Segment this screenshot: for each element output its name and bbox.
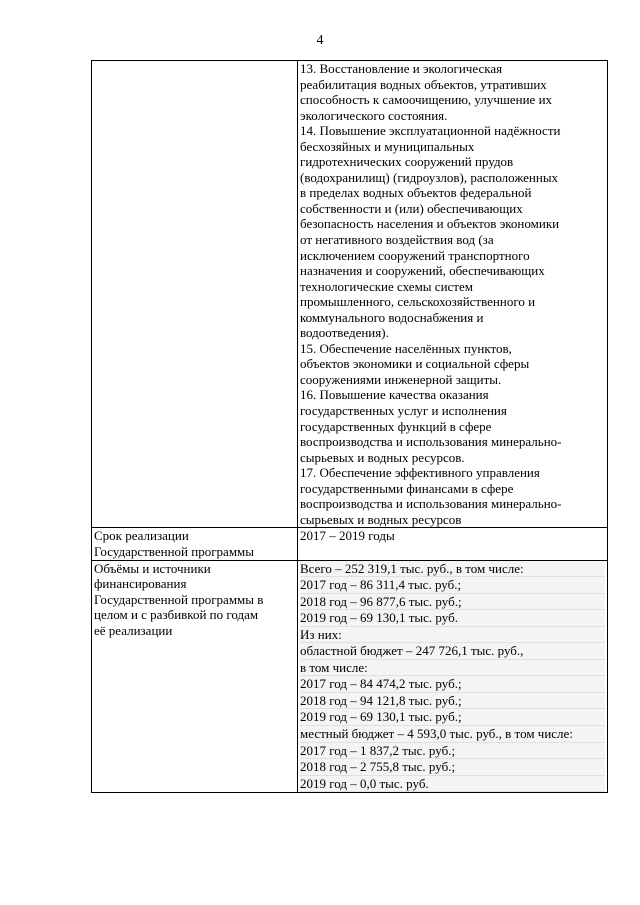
- cell-text-line: Государственной программы: [94, 543, 255, 559]
- cell-text-line: областной бюджет – 247 726,1 тыс. руб.,: [300, 643, 605, 660]
- cell-text-line: объектов экономики и социальной сферы: [300, 356, 530, 372]
- cell-text-line: государственных функций в сфере: [300, 418, 492, 434]
- cell-text-line: Государственной программы в: [94, 591, 264, 607]
- row-value-cell: [298, 528, 608, 560]
- cell-text-line: 17. Обеспечение эффективного управления: [300, 465, 540, 481]
- row-label-cell: [92, 61, 298, 528]
- cell-text-line: 2017 год – 84 474,2 тыс. руб.;: [300, 676, 605, 693]
- cell-text-line: 2017 год – 86 311,4 тыс. руб.;: [300, 577, 605, 594]
- cell-text-line: способность к самоочищению, улучшение их: [300, 92, 553, 108]
- cell-text-line: Срок реализации: [94, 528, 189, 544]
- table-row-objectives: [92, 61, 608, 528]
- cell-text-line: 13. Восстановление и экологическая: [300, 61, 503, 76]
- cell-text-line: 16. Повышение качества оказания: [300, 387, 489, 403]
- cell-text-line: в том числе:: [300, 660, 605, 677]
- cell-text-line: государственными финансами в сфере: [300, 480, 514, 496]
- cell-text-line: 2019 год – 69 130,1 тыс. руб.: [300, 610, 605, 627]
- cell-text-line: от негативного воздействия вод (за: [300, 232, 494, 248]
- row-value-cell: [298, 61, 608, 528]
- page-number: 4: [316, 33, 324, 48]
- cell-text-line: (водохранилищ) (гидроузлов), расположенных: [300, 169, 559, 185]
- table-row-term: [92, 528, 608, 560]
- cell-text-line: воспроизводства и использования минерально-: [300, 434, 562, 450]
- row-label-cell: [92, 560, 298, 793]
- cell-text-line: экологического состояния.: [300, 107, 448, 123]
- cell-text-line: сооружениями инженерной защиты.: [300, 371, 502, 387]
- cell-text-line: 2018 год – 2 755,8 тыс. руб.;: [300, 759, 605, 776]
- cell-text-line: Из них:: [300, 627, 605, 644]
- cell-text-line: технологические схемы систем: [300, 278, 473, 294]
- cell-text-line: реабилитация водных объектов, утративших: [300, 76, 547, 92]
- cell-text-line: Всего – 252 319,1 тыс. руб., в том числе:: [300, 561, 605, 578]
- table-row-funding: [92, 560, 608, 793]
- cell-text-line: бесхозяйных и муниципальных: [300, 138, 475, 154]
- cell-text-line: местный бюджет – 4 593,0 тыс. руб., в том числе:: [300, 726, 605, 743]
- cell-text-line: сырьевых и водных ресурсов: [300, 511, 462, 527]
- cell-text-line: назначения и сооружений, обеспечивающих: [300, 263, 545, 279]
- cell-text-line: исключением сооружений транспортного: [300, 247, 530, 263]
- cell-text-line: целом и с разбивкой по годам: [94, 607, 259, 623]
- cell-text-line: финансирования: [94, 576, 187, 592]
- cell-text-line: 2017 – 2019 годы: [300, 528, 395, 544]
- cell-text-line: водоотведения).: [300, 325, 389, 341]
- cell-text-line: в пределах водных объектов федеральной: [300, 185, 532, 201]
- cell-text-line: сырьевых и водных ресурсов.: [300, 449, 465, 465]
- row-value-cell: [298, 560, 608, 793]
- cell-text-line: 14. Повышение эксплуатационной надёжности: [300, 123, 561, 139]
- cell-text-line: безопасность населения и объектов экономики: [300, 216, 560, 232]
- cell-text-line: Объёмы и источники: [94, 560, 211, 576]
- cell-text-line: воспроизводства и использования минерально-: [300, 496, 562, 512]
- cell-text-line: 2018 год – 94 121,8 тыс. руб.;: [300, 693, 605, 710]
- cell-text-line: гидротехнических сооружений прудов: [300, 154, 514, 170]
- cell-text-line: 2018 год – 96 877,6 тыс. руб.;: [300, 594, 605, 611]
- cell-text-line: 2017 год – 1 837,2 тыс. руб.;: [300, 743, 605, 760]
- row-label-cell: [92, 528, 298, 560]
- cell-text-line: промышленного, сельскохозяйственного и: [300, 294, 536, 310]
- cell-text-line: государственных услуг и исполнения: [300, 403, 507, 419]
- cell-text-line: 15. Обеспечение населённых пунктов,: [300, 340, 512, 356]
- cell-text-line: 2019 год – 69 130,1 тыс. руб.;: [300, 709, 605, 726]
- cell-text-line: собственности и (или) обеспечивающих: [300, 200, 523, 216]
- cell-text-line: коммунального водоснабжения и: [300, 309, 484, 325]
- program-passport-table: [91, 60, 608, 793]
- cell-text-line: 2019 год – 0,0 тыс. руб.: [300, 776, 605, 793]
- cell-text-line: её реализации: [94, 622, 173, 638]
